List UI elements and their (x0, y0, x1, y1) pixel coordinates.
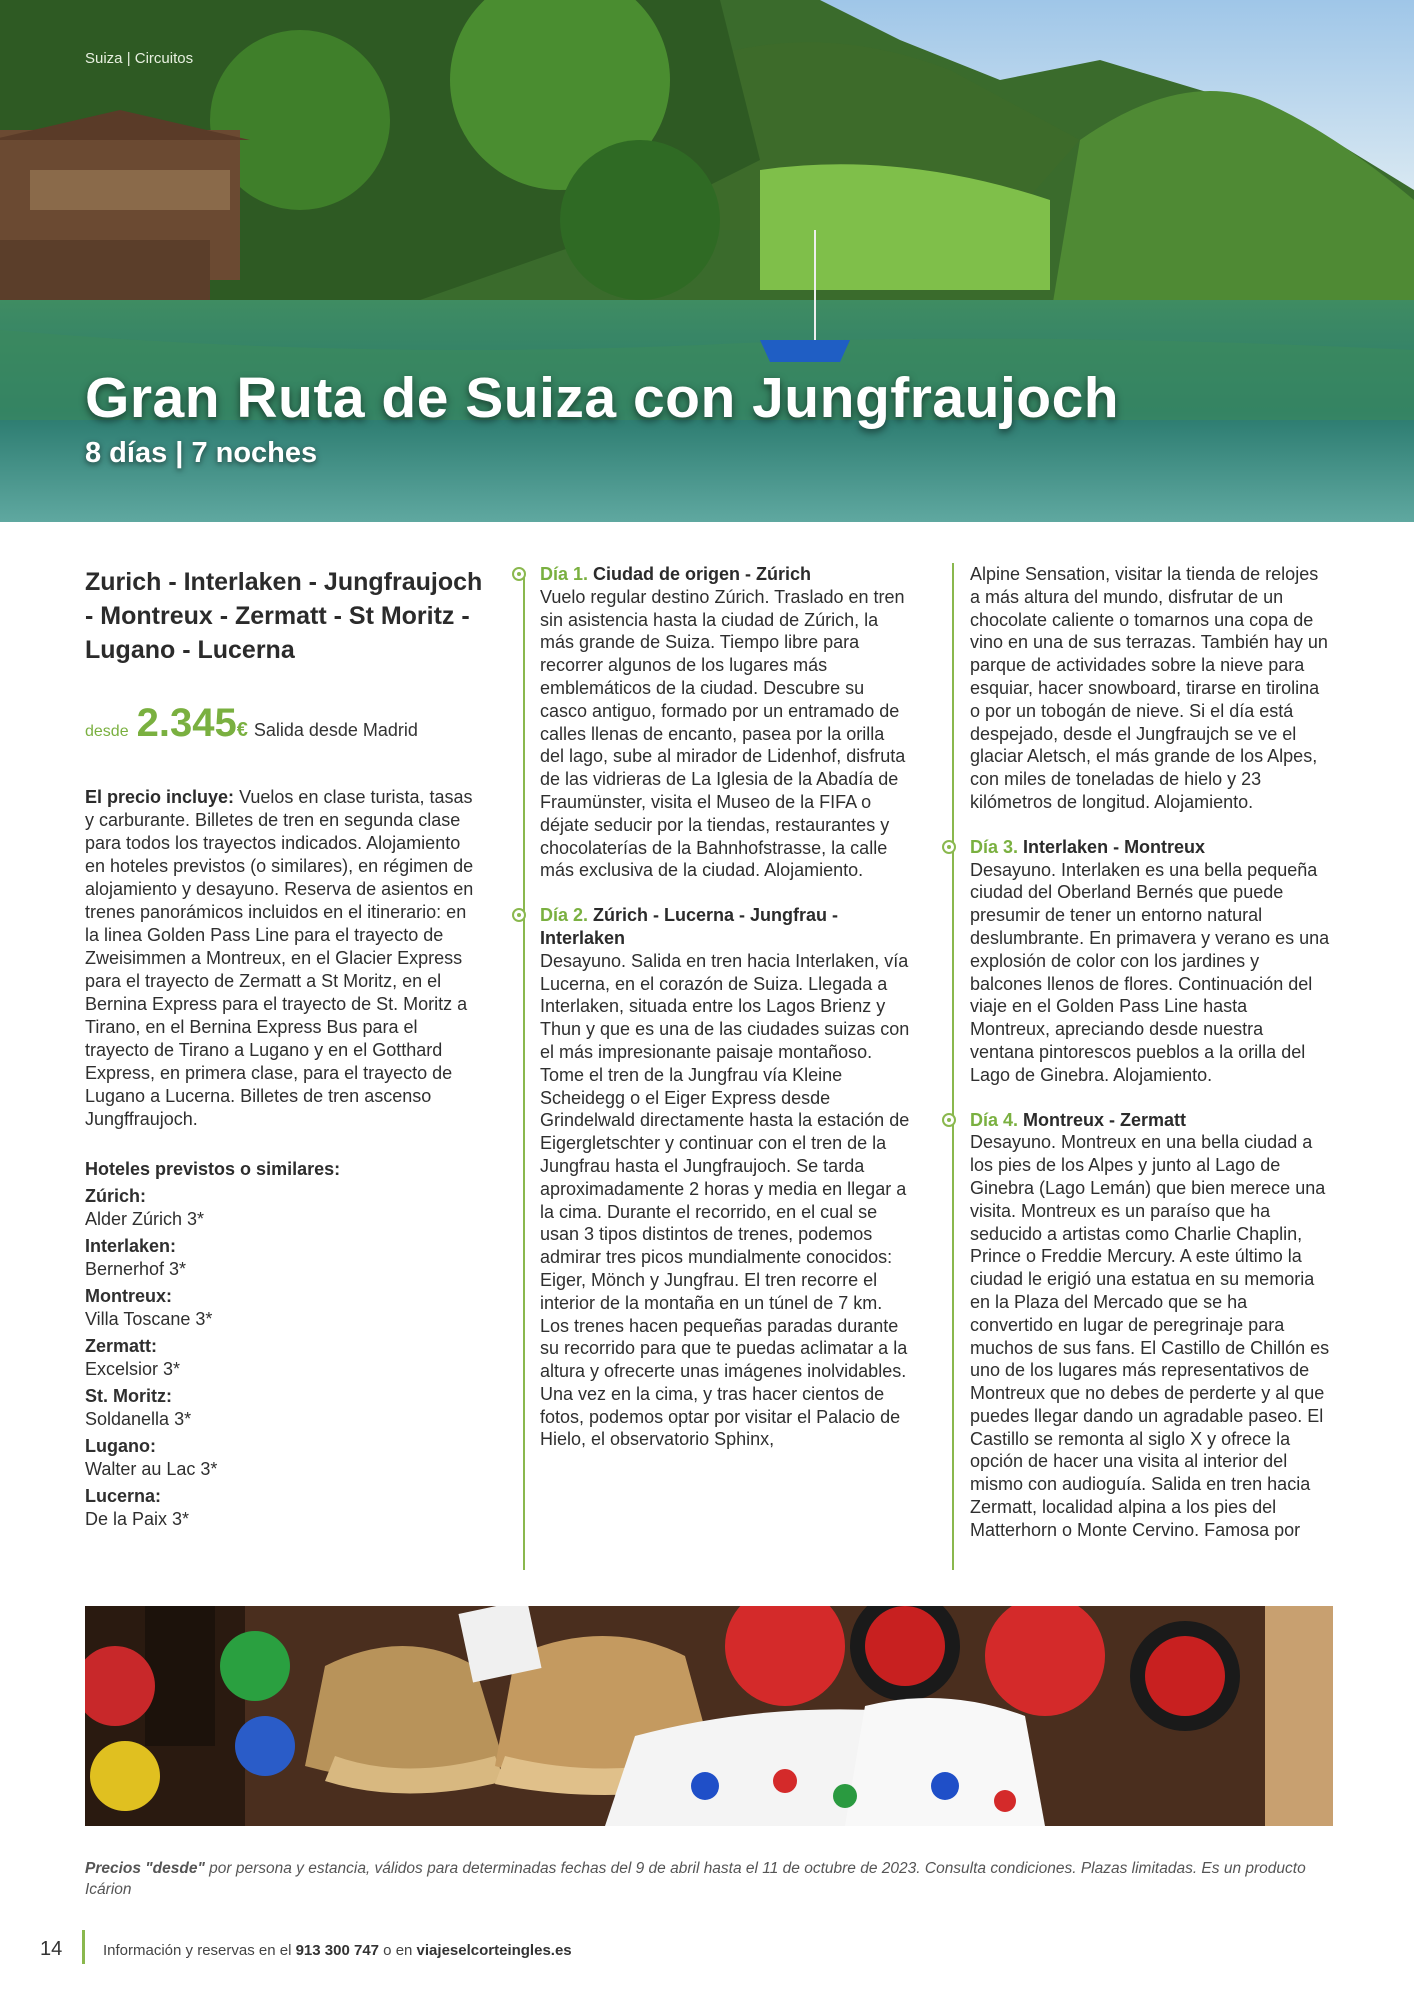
hotel-city: Lugano: (85, 1436, 156, 1456)
page-title: Gran Ruta de Suiza con Jungfraujoch (85, 366, 1120, 430)
day-title: Interlaken - Montreux (1018, 836, 1206, 857)
hotel-name: Excelsior 3* (85, 1359, 181, 1379)
includes-label: El precio incluye: (85, 787, 235, 807)
hotel-name: Villa Toscane 3* (85, 1309, 213, 1329)
timeline-dot-icon (942, 1113, 956, 1127)
day-title: Montreux - Zermatt (1018, 1109, 1187, 1130)
breadcrumb: Suiza | Circuitos (85, 50, 194, 67)
footer-prefix: Información y reservas en el (103, 1942, 296, 1959)
price-prefix: desde (85, 723, 129, 740)
itinerary-column-right (970, 563, 1330, 1542)
timeline-line-middle (523, 573, 525, 1570)
page-number: 14 (40, 1938, 63, 1960)
itinerary-day-3 (970, 836, 1330, 1087)
day-description: Vuelo regular destino Zúrich. Traslado en tren sin asistencia hasta la ciudad de Zúrich, la más grande de Suiza. Tiempo libre para recorrer algunos de los lugares más emblemáticos de la ciudad. Descubre su casco antiguo, formado por un entramado de calles llenas de encanto, pasea por la orilla del lago, sube al mirador de Lidenhof, disfruta de las vidrieras de La Iglesia de la Abadía de Fraumünster, visita el Museo de la FIFA o déjate seducir por la tiendas, restaurantes y chocolaterías de la Bahnhofstrasse, la calle más exclusiva de la ciudad. Alojamiento. (540, 586, 906, 881)
price-disclaimer (85, 1858, 1333, 1900)
hotel-item (85, 1285, 485, 1331)
hotel-name: Alder Zúrich 3* (85, 1209, 205, 1229)
hotel-item (85, 1235, 485, 1281)
hotel-name: De la Paix 3* (85, 1509, 190, 1529)
includes-text: Vuelos en clase turista, tasas y carburante. Billetes de tren en segunda clase para todos los trayectos indicados. Alojamiento en hoteles previstos (o similares), en régimen de alojamiento y desayuno. Reserva de asientos en trenes panorámicos incluidos en el itinerario: en la linea Golden Pass Line para el trayecto de Zweisimmen a Montreux, en el Glacier Express para el trayecto de Zermatt a St Moritz, en el Bernina Express para el trayecto de St. Moritz a Tirano, en el Bernina Express Bus para el trayecto de Tirano a Lugano y en el Gotthard Express, en primera clase, para el trayecto de Lugano a Lucerna. Billetes de tren ascenso Jungffraujoch. (85, 787, 474, 1129)
itinerary-column-middle (540, 563, 910, 1451)
timeline-dot-icon (512, 567, 526, 581)
timeline-line-right (952, 563, 954, 1570)
summary-column (85, 565, 485, 1531)
footer-divider (82, 1930, 85, 1964)
price-amount: 2.345 (136, 701, 237, 745)
hotel-city: Zermatt: (85, 1336, 158, 1356)
phone-number[interactable]: 913 300 747 (295, 1942, 380, 1959)
hotels-heading: Hoteles previstos o similares: (85, 1159, 341, 1179)
hotel-city: Lucerna: (85, 1486, 162, 1506)
price-line (85, 701, 485, 746)
hotel-city: Interlaken: (85, 1236, 177, 1256)
day-label: Día 2. (540, 905, 589, 926)
price-includes (85, 786, 485, 1131)
hotel-city: Zúrich: (85, 1186, 146, 1206)
footer-contact (103, 1942, 572, 1959)
day-label: Día 3. (970, 836, 1019, 857)
itinerary-day-2 (540, 904, 910, 1451)
day-description: Desayuno. Interlaken es una bella pequeña ciudad del Oberland Bernés que puede presumir de tener un entorno natural deslumbrante. En primavera y verano es una explosión de color con los jardines y balcones llenos de flores. Continuación del viaje en el Golden Pass Line hasta Montreux, apreciando desde nuestra ventana pintorescos pueblos a la orilla del Lago de Ginebra. Alojamiento. (970, 859, 1330, 1085)
website-link[interactable]: viajeselcorteingles.es (416, 1942, 572, 1959)
day-label: Día 1. (540, 564, 589, 584)
hotel-name: Bernerhof 3* (85, 1259, 187, 1279)
day-title: Ciudad de origen - Zúrich (588, 564, 812, 584)
itinerary-day-1 (540, 563, 910, 882)
trip-duration: 8 días | 7 noches (85, 437, 318, 469)
hotel-item (85, 1335, 485, 1381)
day-label: Día 4. (970, 1109, 1019, 1130)
hotel-item (85, 1485, 485, 1531)
hotel-city: Montreux: (85, 1286, 172, 1306)
disclaimer-text: por persona y estancia, válidos para determinadas fechas del 9 de abril hasta el 11 de octubre de 2023. Consulta condiciones. Plazas limitadas. Es un producto Icárion (85, 1860, 1306, 1898)
cowbells-image (85, 1606, 1333, 1826)
disclaimer-bold: Precios "desde" (85, 1860, 205, 1877)
hero-photo (0, 0, 1414, 522)
hotel-item (85, 1385, 485, 1431)
price-currency: € (236, 719, 248, 741)
hotel-name: Soldanella 3* (85, 1409, 192, 1429)
route-heading: Zurich - Interlaken - Jungfraujoch - Montreux - Zermatt - St Moritz - Lugano - Lucerna (85, 568, 483, 664)
hotel-name: Walter au Lac 3* (85, 1459, 218, 1479)
hotel-item (85, 1185, 485, 1231)
footer-middle: o en (379, 1942, 417, 1959)
departure-note: Salida desde Madrid (253, 720, 418, 740)
itinerary-day-4 (970, 1109, 1330, 1542)
day-description: Desayuno. Salida en tren hacia Interlaken, vía Lucerna, en el corazón de Suiza. Llegada a Interlaken, situada entre los Lagos Brienz y Thun y que es una de las ciudades suizas con el más impresionante paisaje montañoso. Tome el tren de la Jungfrau vía Kleine Scheidegg o el Eiger Express desde Grindelwald directamente hasta la estación de Eigergletschter y continuar con el tren de la Jungfrau hasta el Jungfraujoch. Se tarda aproximadamente 2 horas y media en llegar a la cima. Durante el recorrido, en el cual se usan 3 tipos distintos de trenes, podemos admirar tres picos mundialmente conocidos: Eiger, Mönch y Jungfrau. El tren recorre el interior de la montaña en un túnel de 7 km. Los trenes hacen pequeñas paradas durante su recorrido para que te puedas aclimatar a la altura y ofrecerte unas imágenes inolvidables. Una vez en la cima, y tras hacer cientos de fotos, podemos optar por visitar el Palacio de Hielo, el observatorio Sphinx, (540, 950, 910, 1450)
day-title: Zúrich - Lucerna - Jungfrau - Interlaken (540, 905, 839, 948)
hotel-city: St. Moritz: (85, 1386, 172, 1406)
hotel-item (85, 1435, 485, 1481)
hotels-list (85, 1185, 485, 1531)
cowbells-photo (85, 1606, 1333, 1826)
day-description: Desayuno. Montreux en una bella ciudad a los pies de los Alpes y junto al Lago de Ginebra (Lago Lemán) que bien merece una visita. Montreux es un paraíso que ha seducido a artistas como Charlie Chaplin, Prince o Freddie Mercury. A este último la ciudad le erigió una estatua en su memoria en la Plaza del Mercado que se ha convertido en lugar de peregrinaje para muchos de sus fans. El Castillo de Chillón es uno de los lugares más representativos de Montreux que no debes de perderte y al que puedes llegar dando un agradable paseo. El Castillo se remonta al siglo X y ofrece la opción de hacer una visita al interior del mismo con audioguía. Salida en tren hacia Zermatt, localidad alpina a los pies del Matterhorn o Monte Cervino. Famosa por (970, 1132, 1330, 1540)
day-2-continued: Alpine Sensation, visitar la tienda de relojes a más altura del mundo, disfrutar de un chocolate caliente o tomarnos una copa de vino en una de sus terrazas. También hay un parque de actividades sobre la nieve para esquiar, hacer snowboard, tirarse en tirolina o por un tobogán de nieve. Si el día está despejado, desde el Jungfraujch se ve el glaciar Aletsch, el más grande de los Alpes, con miles de toneladas de hielo y 23 kilómetros de longitud. Alojamiento. (970, 564, 1328, 812)
timeline-dot-icon (942, 840, 956, 854)
